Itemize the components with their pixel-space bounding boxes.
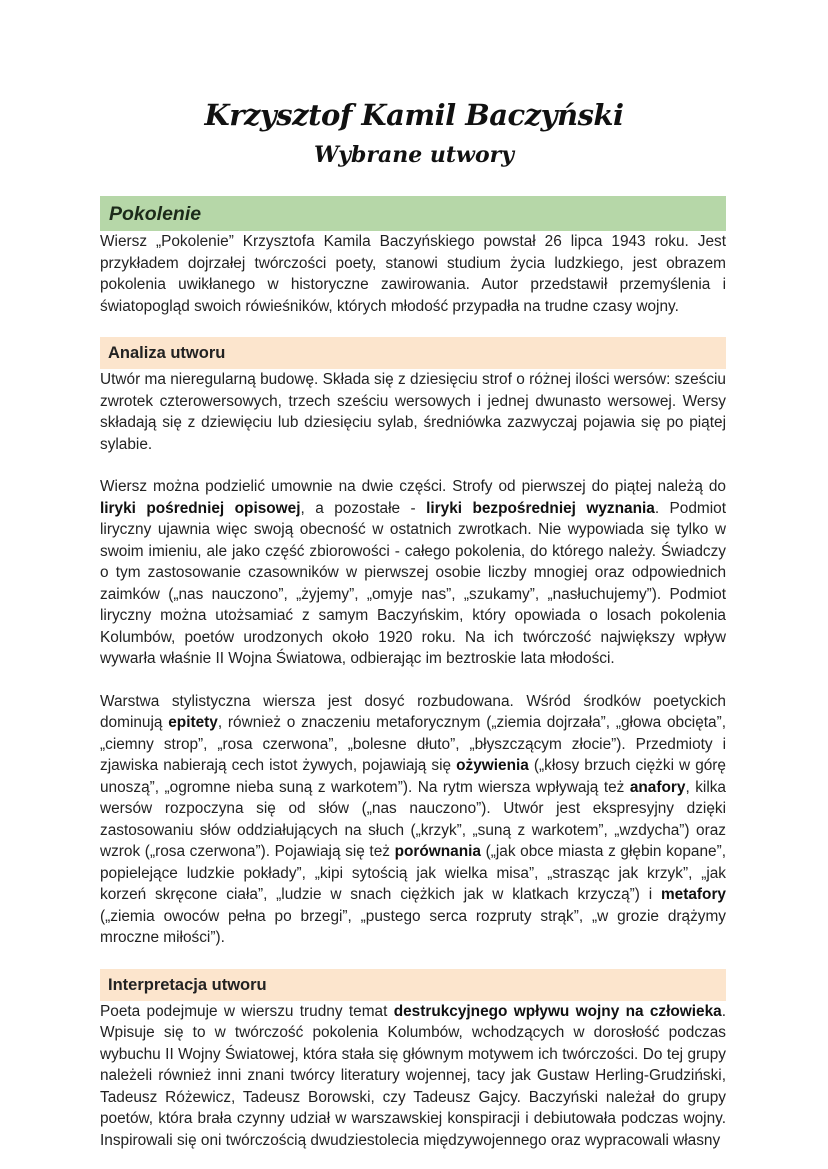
document-content bbox=[100, 196, 726, 1151]
subheading-analiza: Analiza utworu bbox=[100, 337, 726, 369]
analysis-paragraph-2 bbox=[100, 476, 726, 670]
text-run: . Podmiot liryczny ujawnia więc swoją obecność w ostatnich zwrotkach. Nie wypowiada się tylko w swoim imieniu, ale jako część zbiorowości - całego pokolenia, do którego należy. Świadczy o tym zastosowanie czasowników w pierwszej osobie liczby mnogiej oraz odpowiednich zaimków („nas nauczono”, „żyjemy”, „omyje nas”, „szukamy”, „nasłuchujemy”). Podmiot liryczny można utożsamiać z samym Baczyńskim, który opowiada o losach pokolenia Kolumbów, poetów urodzonych około 1920 roku. Na ich twórczość największy wpływ wywarła właśnie II Wojna Światowa, odbierając im beztroskie lata młodości. bbox=[100, 499, 726, 667]
bold-term: ożywienia bbox=[456, 757, 529, 774]
text-run: Warstwa stylistyczna wiersza jest dosyć rozbudowana. Wśród środków poetyckich dominują bbox=[100, 692, 726, 731]
document-subtitle: Wybrane utwory bbox=[313, 142, 515, 168]
subheading-interpretacja: Interpretacja utworu bbox=[100, 969, 726, 1001]
text-run: („ziemia owoców pełna po brzegi”, „pustego serca rozpruty strąk”, „w grozie drążymy mroczne miłości”). bbox=[100, 907, 726, 946]
text-run: Wiersz można podzielić umownie na dwie części. Strofy od pierwszej do piątej należą do bbox=[100, 478, 726, 495]
bold-term: destrukcyjnego wpływu wojny na człowieka bbox=[393, 1002, 722, 1020]
bold-term: anafory bbox=[629, 778, 686, 796]
text-run: , kilka wersów rozpoczyna się od słów („nas nauczono”). Utwór jest ekspresyjny dzięki zastosowaniu słów oddziałujących na słuch („krzyk”, „suną z warkotem”, „wzdycha”) oraz wzrok („rosa czerwona”). Pojawiają się też bbox=[100, 778, 726, 860]
spacer bbox=[100, 670, 726, 691]
spacer bbox=[100, 455, 726, 476]
text-run: , a pozostałe - bbox=[300, 499, 427, 517]
text-run: Poeta podejmuje w wierszu trudny temat bbox=[100, 1002, 394, 1020]
bold-term: liryki pośredniej opisowej bbox=[100, 499, 301, 517]
bold-term: epitety bbox=[168, 714, 218, 731]
interpretation-paragraph-1 bbox=[100, 1001, 726, 1152]
text-run: („jak obce miasta z głębin kopane”, popielejące ludzkie pokłady”, „kipi sytością jak wielka misa”, „strasząc jak krzyk”, „jak korzeń skręcone ciała”, „ludzie w snach ciężkich jak w klatkach krzyczą”) i bbox=[100, 843, 726, 903]
bold-term: metafory bbox=[660, 886, 726, 903]
document-title: Krzysztof Kamil Baczyński bbox=[204, 98, 624, 132]
spacer bbox=[100, 317, 726, 337]
text-run: . Wpisuje się to w twórczość pokolenia Kolumbów, wchodzących w dorosłość podczas wybuchu II Wojny Światowej, która stała się głównym motywem ich twórczości. Do tej grupy należeli również inni znani twórcy literatury wojennej, tacy jak Gustaw Herling-Grudziński, Tadeusz Różewicz, Tadeusz Borowski, czy Tadeusz Gajcy. Baczyński należał do grupy poetów, która brała czynny udział w warszawskiej konspiracji i debiutowała podczas wojny. Inspirowali się oni twórczością dwudziestolecia międzywojennego oraz wypracowali własny bbox=[100, 1002, 726, 1149]
title-block bbox=[0, 95, 828, 171]
bold-term: porównania bbox=[394, 843, 481, 860]
text-run: („kłosy brzuch ciężki w górę unoszą”, „ogromne nieba suną z warkotem”). Na rytm wiersza wpływają też bbox=[100, 757, 726, 796]
text-run: , również o znaczeniu metaforycznym („ziemia dojrzała”, „głowa obcięta”, „ciemny strop”, „rosa czerwona”, „bolesne dłuto”, „błyszczącym złocie”). Przedmioty i zjawiska nabierają cech istot żywych, pojawiają się bbox=[100, 714, 727, 774]
analysis-paragraph-3 bbox=[100, 691, 726, 949]
analysis-paragraph-1: Utwór ma nieregularną budowę. Składa się z dziesięciu strof o różnej ilości wersów: sześciu zwrotek czterowersowych, trzech sześciu wersowych i jednej dwunasto wersowej. Wersy składają się z dziewięciu lub dziesięciu sylab, średniówka zazwyczaj pojawia się po piątej sylabie. bbox=[100, 371, 726, 453]
section-heading-pokolenie: Pokolenie bbox=[100, 196, 726, 231]
intro-paragraph: Wiersz „Pokolenie” Krzysztofa Kamila Baczyńskiego powstał 26 lipca 1943 roku. Jest przykładem dojrzałej twórczości poety, stanowi studium życia ludzkiego, jest obrazem pokolenia uwikłanego w historyczne zawirowania. Autor przedstawił przemyślenia i światopogląd swoich rówieśników, których młodość przypadła na trudne czasy wojny. bbox=[100, 233, 726, 315]
bold-term: liryki bezpośredniej wyznania bbox=[426, 499, 655, 517]
spacer bbox=[100, 949, 726, 969]
